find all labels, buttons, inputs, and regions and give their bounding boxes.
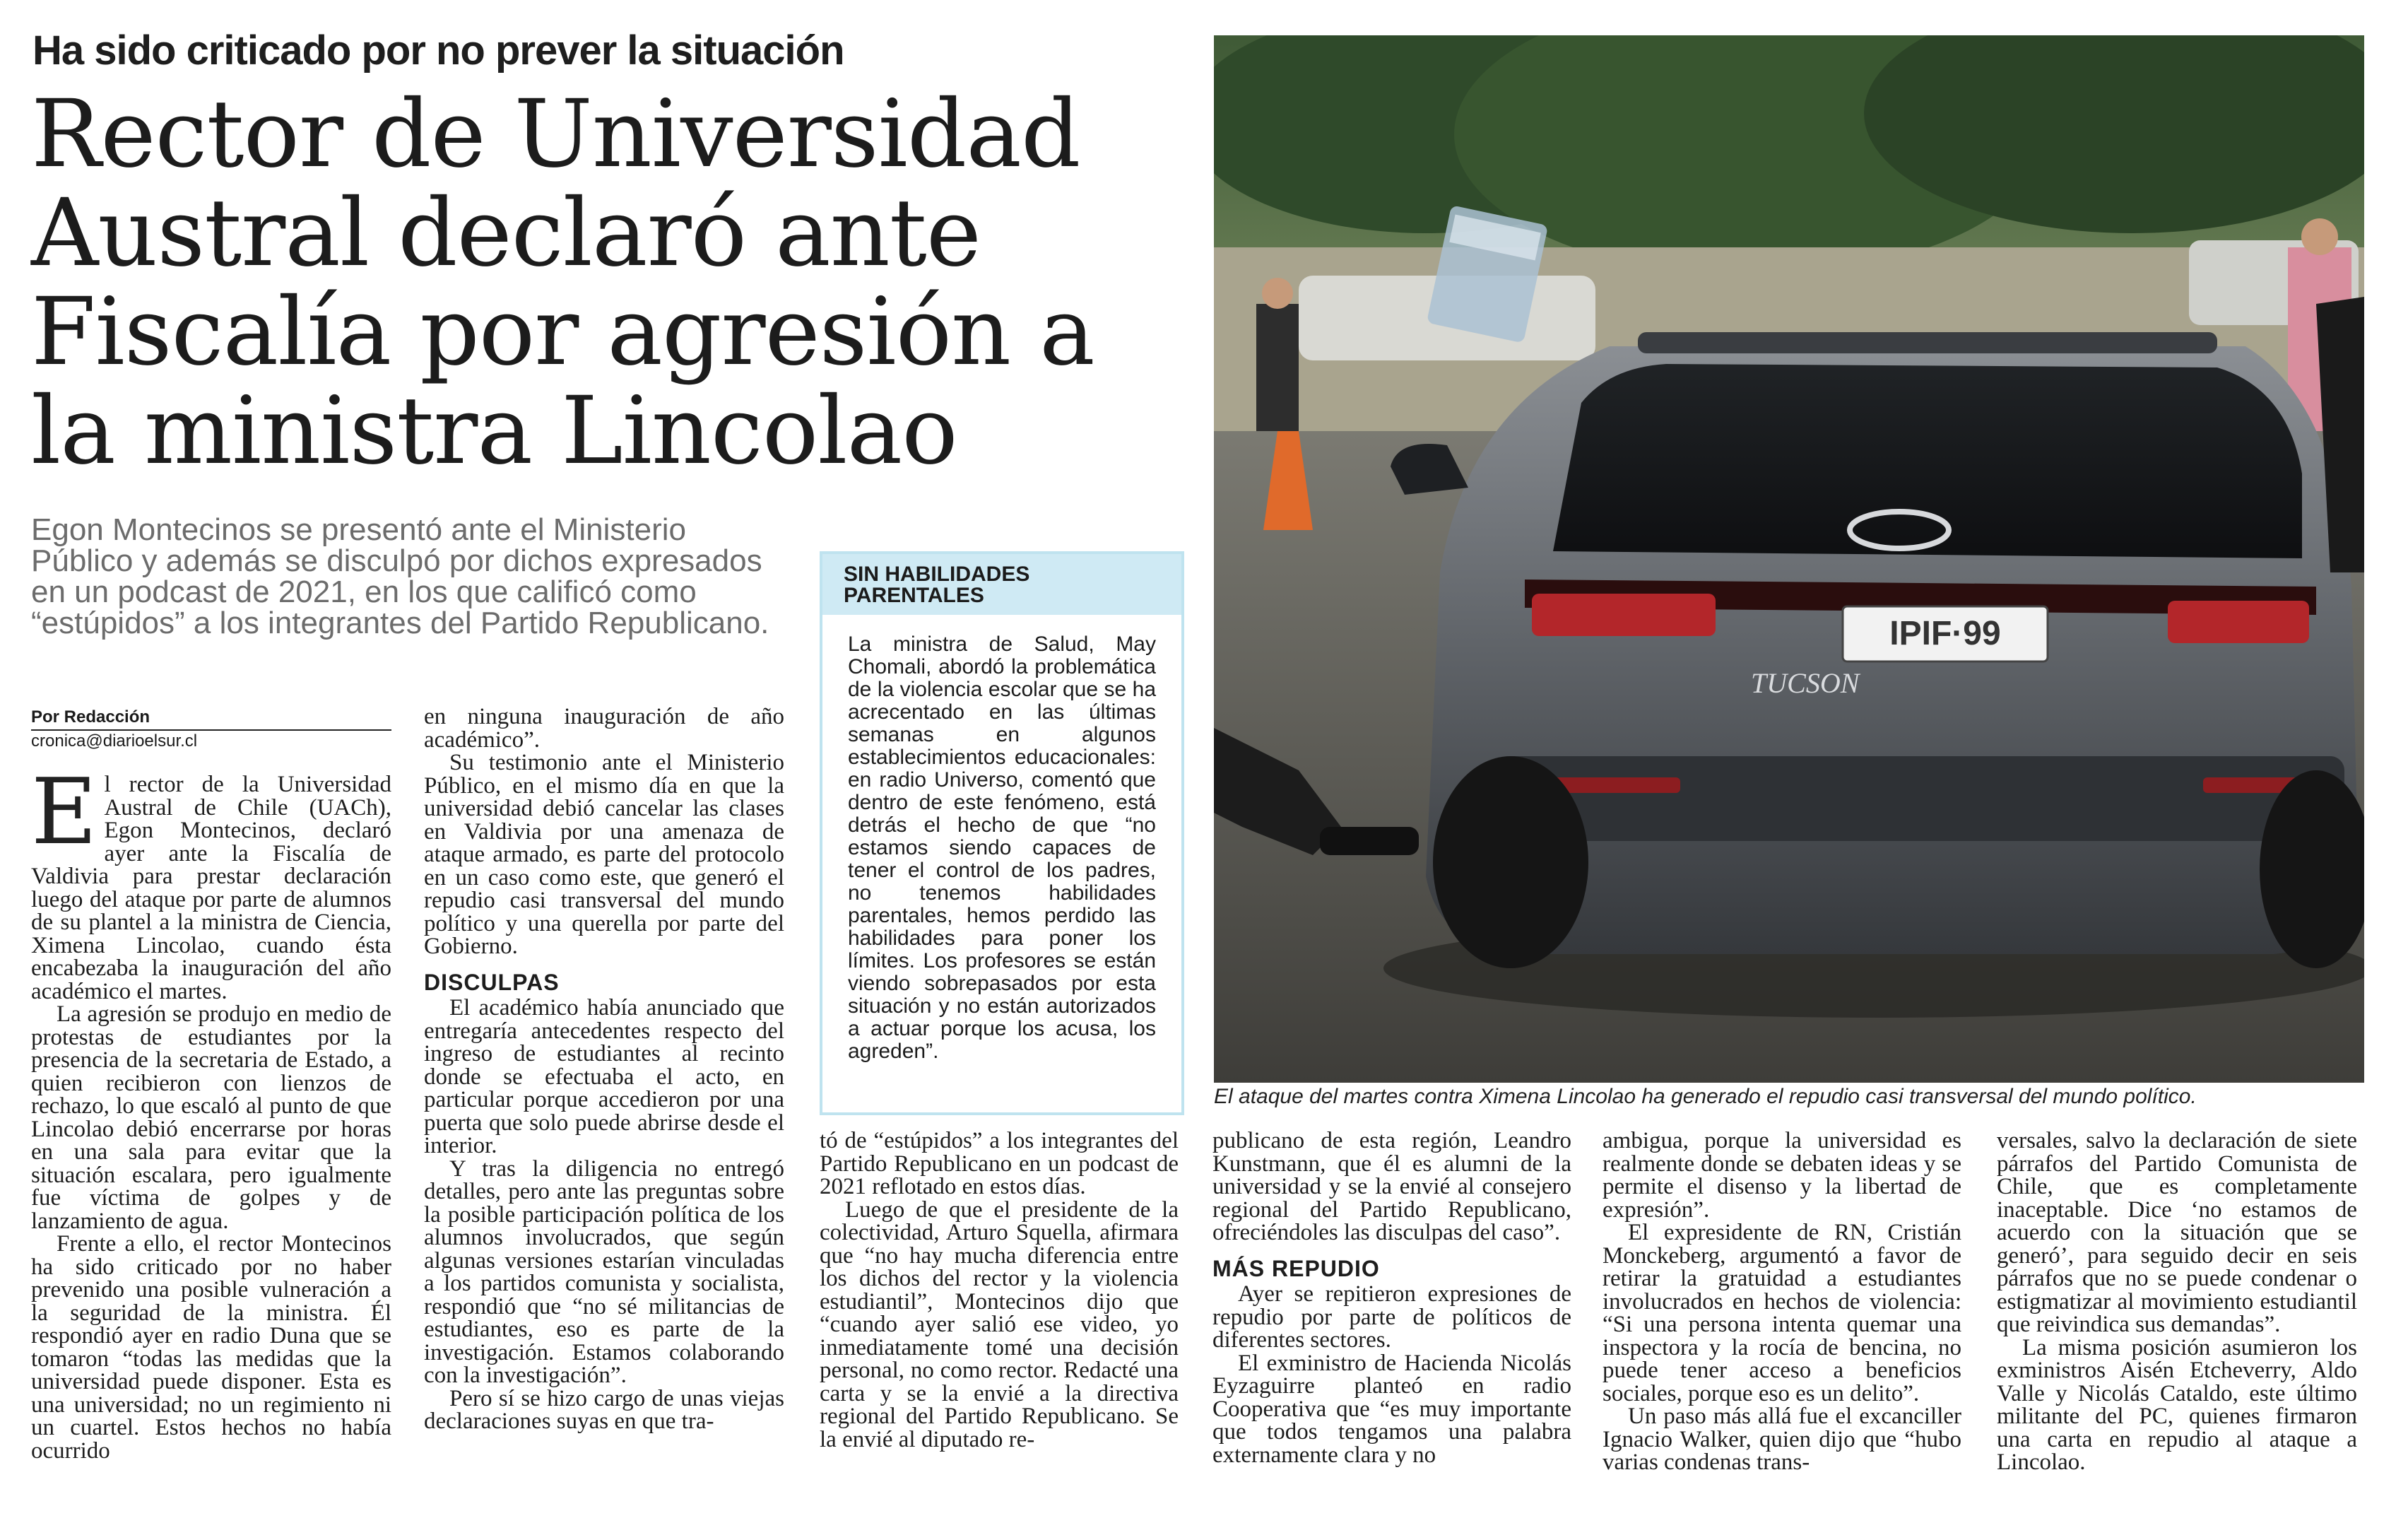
kicker: Ha sido criticado por no prever la situación <box>33 28 844 73</box>
article-paragraph: Su testimonio ante el Ministerio Público, en el mismo día en que la universidad debió cancelar las clases en Valdivia por una amenaza de ataque armado, es parte del protocolo en un caso como este, que generó el repudio casi transversal del mundo político y una querella por parte del Gobierno. <box>424 750 784 959</box>
article-column-1 <box>31 760 391 1464</box>
model-badge: TUCSON <box>1751 667 1860 699</box>
subhead-mas-repudio: MÁS REPUDIO <box>1212 1255 1380 1281</box>
subhead-disculpas: DISCULPAS <box>424 969 560 995</box>
article-column-5 <box>1603 1129 1961 1474</box>
article-paragraph: Frente a ello, el rector Montecinos ha sido criticado por no haber prevenido una posible vulneración a la seguridad de la ministra. Él respondió ayer en radio Duna que se tomaron “todas las medidas que la universidad puede disponer. Esta es una universidad; no un regimiento ni un cuartel. Estos hechos no había ocurrido <box>31 1231 391 1464</box>
article-paragraph: El exministro de Hacienda Nicolás Eyzaguirre planteó en radio Cooperativa que “es muy importante que todos tengamos una palabra externamente clara y no <box>1212 1350 1571 1468</box>
article-paragraph: Un paso más allá fue el excanciller Ignacio Walker, quien dijo que “hubo varias condenas trans- <box>1603 1404 1961 1475</box>
sidebar-body: La ministra de Salud, May Chomali, abordó la problemática de la violencia escolar que se ha acrecentado en las últimas semanas en algunos establecimientos educacionales: en radio Universo, comentó que dentro de este fenómeno, está detrás el hecho de que “no estamos siendo capaces de tener el control de los padres, no tenemos habilidades parentales, hemos perdido las habilidades para poner los límites. Los profesores se están viendo sobrepasados por esta situación y no están autorizados a actuar porque los acusa, los agreden”. <box>848 633 1156 1063</box>
article-paragraph: El académico había anunciado que entregaría antecedentes respecto del ingreso de estudiantes al recinto donde se efectuaba el acto, en particular porque accedieron por una puerta que solo puede abrirse desde el interior. <box>424 995 784 1158</box>
lead-paragraph: Egon Montecinos se presentó ante el Ministerio Público y además se disculpó por dichos expresados en un podcast de 2021, en los que calificó como “estúpidos” a los integrantes del Partido Republicano. <box>31 512 769 640</box>
byline-name: Por Redacción <box>31 707 391 731</box>
article-paragraph: Y tras la diligencia no entregó detalles, pero ante las preguntas sobre la posible participación política de los alumnos involucrados, que según algunas versiones estarían vinculadas a los partidos comunista y socialista, respondió que “no sé militancias de estudiantes, eso es parte de la investigación. Estamos colaborando con la investigación”. <box>424 1155 784 1388</box>
article-paragraph: versales, salvo la declaración de siete párrafos del Partido Comunista de Chile, que es completamente inaceptable. Dice ‘no estamos de acuerdo con la situación que se generó’, para seguido decir en seis párrafos que no se puede condenar o estigmatizar al movimiento estudiantil que reivindica sus demandas”. <box>1997 1128 2357 1337</box>
article-paragraph: en ninguna inauguración de año académico”. <box>424 704 784 753</box>
article-paragraph: Ayer se repitieron expresiones de repudio por parte de políticos de diferentes sectores. <box>1212 1281 1571 1353</box>
article-paragraph: tó de “estúpidos” a los integrantes del Partido Republicano en un podcast de 2021 reflotado en estos días. <box>820 1128 1179 1199</box>
article-column-3 <box>820 1129 1179 1451</box>
article-paragraph: Luego de que el presidente de la colectividad, Arturo Squella, afirmara que “no hay mucha diferencia entre los dichos del rector y la violencia estudiantil”, Montecinos dijo que “cuando ayer salió ese video, yo inmediatamente tomé una decisión personal, no como rector. Redacté una carta y se la envié a la directiva regional del Partido Republicano. Se la envié al diputado re- <box>820 1196 1179 1452</box>
article-paragraph: La misma posición asumieron los exministros Aisén Etcheverry, Aldo Valle y Nicolás Cataldo, este último militante del PC, quienes firmaron una carta en repudio al ataque a Lincolao. <box>1997 1334 2357 1475</box>
photo-caption: El ataque del martes contra Ximena Lincolao ha generado el repudio casi transversal del mundo político. <box>1214 1085 2197 1108</box>
article-column-4 <box>1212 1129 1571 1466</box>
article-paragraph: publicano de esta región, Leandro Kunstmann, que él es alumni de la universidad y se la envié al consejero regional del Partido Republicano, ofreciéndoles las disculpas del caso”. <box>1212 1128 1571 1245</box>
article-paragraph: La agresión se produjo en medio de protestas de estudiantes por la presencia de la secretaria de Estado, a quien recibieron con lienzos de rechazo, lo que escaló al punto de que Lincolao debió encerrarse por horas en una sala para evitar que la situación escalara, pero igualmente fue víctima de golpes y de lanzamiento de agua. <box>31 1001 391 1234</box>
sidebar-title: SIN HABILIDADES PARENTALES <box>822 554 1181 615</box>
photo-illustration <box>1214 35 2364 1083</box>
sidebar-box <box>820 551 1184 1115</box>
article-column-2 <box>424 705 784 1433</box>
article-paragraph: El rector de la Universidad Austral de Chile (UACh), Egon Montecinos, declaró ayer ante la Fiscalía de Valdivia para prestar declaración luego del ataque por parte de alumnos de su plantel a la ministra de Ciencia, Ximena Lincolao, cuando ésta encabezaba la inauguración del año académico el martes. <box>31 760 391 1004</box>
license-plate: IPIF·99 <box>1889 615 2001 652</box>
headline: Rector de Universidad Austral declaró ante Fiscalía por agresión a la ministra Lincolao <box>31 80 1094 486</box>
news-photo <box>1214 35 2364 1083</box>
article-paragraph: Pero sí se hizo cargo de unas viejas declaraciones suyas en que tra- <box>424 1385 784 1434</box>
byline-email[interactable]: cronica@diarioelsur.cl <box>31 731 198 751</box>
article-column-6 <box>1997 1129 2357 1474</box>
drop-cap: E <box>31 760 98 865</box>
article-paragraph: El expresidente de RN, Cristián Monckeberg, argumentó a favor de retirar la gratuidad a estudiantes involucrados en hechos de violencia: “Si una persona intenta quemar una inspectora y la rocía de bencina, no puede tener acceso a beneficios sociales, porque eso es un delito”. <box>1603 1220 1961 1406</box>
byline <box>31 707 391 752</box>
article-paragraph: ambigua, porque la universidad es realmente donde se debaten ideas y se permite el disenso y la libertad de expresión”. <box>1603 1128 1961 1223</box>
